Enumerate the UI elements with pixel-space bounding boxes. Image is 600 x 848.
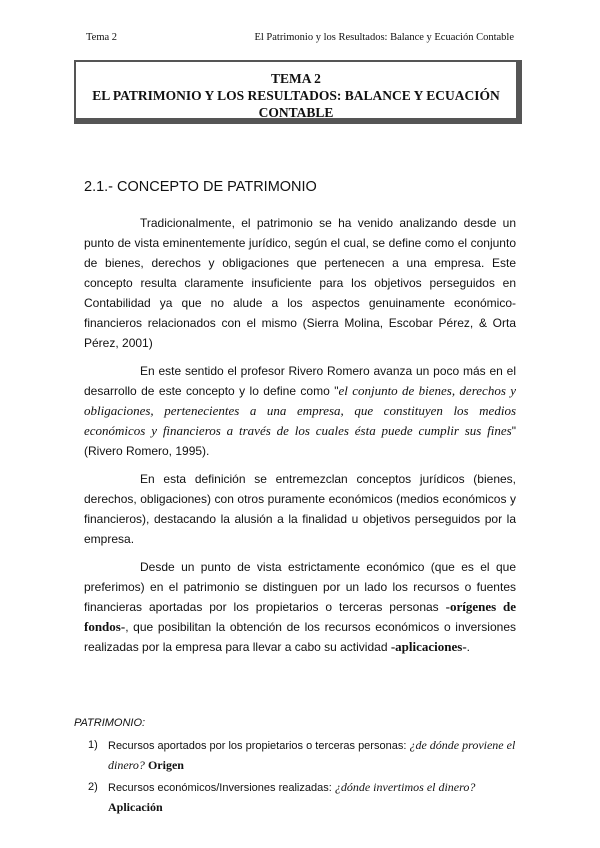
list-item (88, 736, 518, 776)
title-line-1: TEMA 2 (271, 71, 321, 86)
paragraph-4 (84, 557, 516, 657)
paragraph-2-quote: el conjunto de bienes, derechos y obligaciones, pertenecientes a una empresa, que constituyen los medios económicos y financieros a través de los cuales ésta puede cumplir sus fines (84, 383, 516, 438)
paragraph-4-mid: , que posibilitan la obtención de los recursos económicos o inversiones realizadas por la empresa para llevar a cabo su actividad (84, 620, 516, 654)
list-content (108, 736, 518, 776)
list-content (108, 778, 518, 818)
list-question: ¿dónde invertimos el dinero? (334, 780, 476, 794)
paragraph-2-start: En este sentido el profesor Rivero Romero avanza un poco más en el desarrollo de este concepto y lo define como " (84, 364, 516, 398)
paragraph-3: En esta definición se entremezclan conceptos jurídicos (bienes, derechos, obligaciones) con otros puramente económicos (medios económicos y financieros), destacando la alusión a la finalidad u objetivos perseguidos por la empresa. (84, 472, 516, 546)
paragraph-2 (84, 361, 516, 461)
patrimonio-label: PATRIMONIO: (74, 717, 146, 729)
paragraph-1: Tradicionalmente, el patrimonio se ha venido analizando desde un punto de vista eminentemente jurídico, según el cual, se define como el conjunto de bienes, derechos y obligaciones que pertenecen a una empresa. Este concepto resulta claramente insuficiente para los objetivos perseguidos en Contabilidad ya que no alude a los aspectos genuinamente económico-financieros relacionados con el mismo (Sierra Molina, Escobar Pérez, & Orta Pérez, 2001) (84, 216, 516, 350)
list-answer: Origen (147, 758, 184, 772)
header-right: El Patrimonio y los Resultados: Balance y Ecuación Contable (254, 32, 514, 43)
list-number: 2) (88, 781, 98, 793)
origenes-term: -orígenes de fondos- (84, 599, 516, 634)
paragraph-2-end: " (Rivero Romero, 1995). (84, 424, 516, 458)
list-number: 1) (88, 739, 98, 751)
title-line-2: EL PATRIMONIO Y LOS RESULTADOS: BALANCE Y ECUACIÓN CONTABLE (92, 88, 500, 120)
list-answer: Aplicación (108, 800, 163, 814)
list-text: Recursos económicos/Inversiones realizadas: (108, 782, 335, 794)
header-left: Tema 2 (86, 32, 118, 43)
paragraph-4-end: . (466, 640, 471, 654)
list-text: Recursos aportados por los propietarios o terceras personas: (108, 740, 410, 752)
list-item (88, 778, 518, 818)
title-box (74, 60, 522, 124)
body-text (84, 213, 516, 665)
section-heading: 2.1.- CONCEPTO DE PATRIMONIO (84, 179, 317, 195)
aplicaciones-term: -aplicaciones- (390, 639, 467, 654)
list-question: ¿de dónde proviene el dinero? (108, 738, 516, 772)
paragraph-4-start: Desde un punto de vista estrictamente económico (que es el que preferimos) en el patrimonio se distinguen por un lado los recursos o fuentes financieras aportadas por los propietarios o terceras personas (84, 560, 516, 614)
patrimonio-list (88, 736, 518, 820)
running-header (86, 32, 514, 43)
